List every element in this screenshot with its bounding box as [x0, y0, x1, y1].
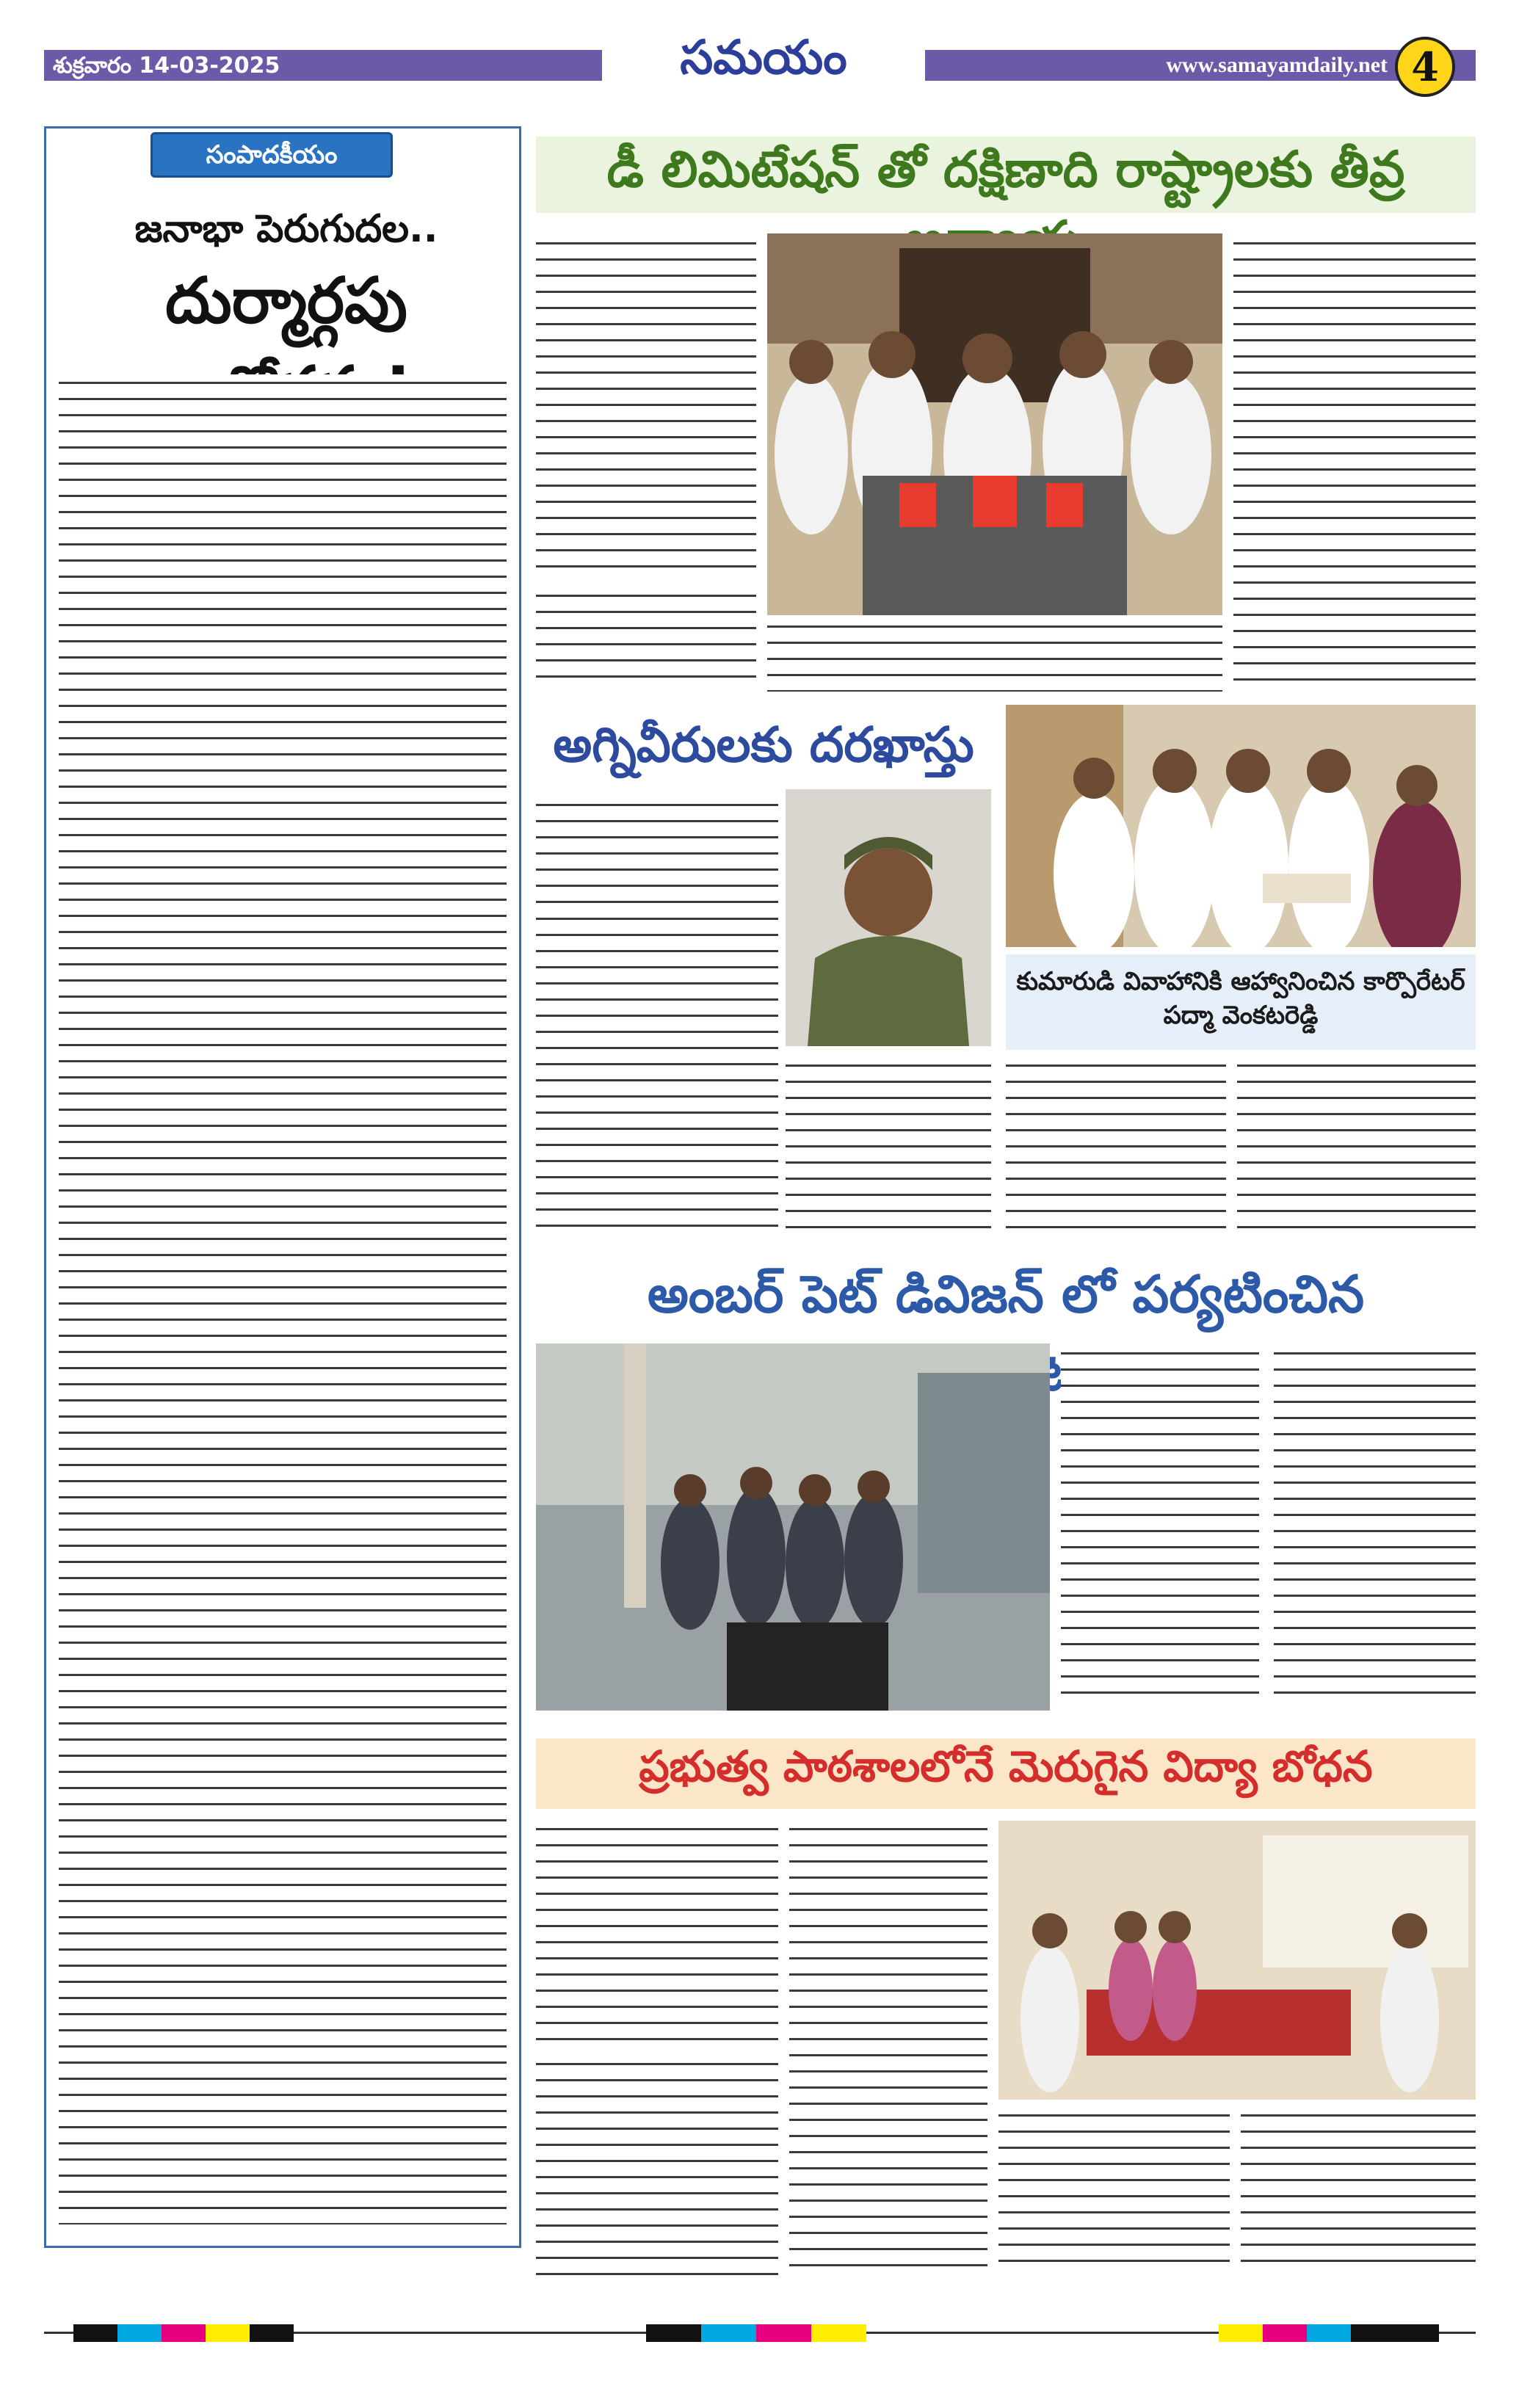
agniveer-body-col-2	[786, 1057, 991, 1233]
website-url[interactable]: www.samayamdaily.net	[1166, 53, 1388, 77]
delimitation-body-col-3	[1233, 235, 1476, 690]
editorial-body-text	[59, 374, 507, 2224]
kumarudi-headline: కుమారుడి వివాహానికి ఆహ్వానించిన కార్పొరేటర్ పద్మా వెంకటరెడ్డి	[1006, 954, 1476, 1050]
school-body-col-3	[998, 2107, 1230, 2276]
amberpet-street-photo	[536, 1343, 1050, 1711]
soldier-illustration	[786, 789, 991, 1046]
editorial-headline-line-2: దుర్మార్గపు	[165, 264, 407, 338]
amberpet-byline	[1061, 1345, 1259, 1697]
invitation-illustration	[1006, 705, 1476, 947]
agniveer-byline	[536, 797, 778, 907]
agniveer-soldier-photo	[786, 789, 991, 1046]
page-number-badge: 4	[1395, 37, 1455, 97]
kumarudi-invitation-photo	[1006, 705, 1476, 947]
group-photo-illustration	[767, 233, 1222, 615]
school-function-photo	[998, 1821, 1476, 2100]
delimitation-headline: డీ లిమిటేషన్ తో దక్షిణాది రాష్ట్రాలకు తీవ్ర	[606, 141, 1405, 199]
delimitation-byline	[536, 235, 756, 580]
amberpet-headline: అంబర్ పెట్ డివిజన్ లో పర్యటించిన	[647, 1264, 1365, 1324]
kumarudi-byline	[1006, 1057, 1226, 1241]
school-body-col-4	[1241, 2107, 1476, 2276]
editorial-tag: సంపాదకీయం	[151, 132, 393, 178]
school-body-col-2	[789, 1821, 987, 2276]
delimitation-photo-caption	[767, 618, 1222, 692]
delimitation-headline-band	[536, 137, 1476, 213]
agniveer-body-col-1	[536, 910, 778, 1233]
street-visit-illustration	[536, 1343, 1050, 1711]
school-headline: ప్రభుత్వ పాఠశాలలోనే మెరుగైన విద్యా బోధన	[639, 1741, 1373, 1791]
issue-date: శుక్రవారం 14-03-2025	[53, 53, 280, 79]
delimitation-press-photo	[767, 233, 1222, 615]
registration-swatch-right	[1219, 2324, 1439, 2342]
amberpet-body	[1274, 1345, 1476, 1697]
school-headline-band	[536, 1738, 1476, 1809]
print-registration-strip	[44, 2313, 1476, 2357]
school-byline	[536, 1821, 778, 2048]
agniveer-headline: అగ్నివీరులకు దరఖాస్తు	[553, 717, 974, 773]
registration-swatch-center	[646, 2324, 866, 2342]
editorial-headline-line-1: జనాభా పెరుగుదల..	[134, 207, 438, 251]
school-body-col-1	[536, 2056, 778, 2276]
paper-logo: సమయం	[680, 30, 847, 85]
school-event-illustration	[998, 1821, 1476, 2100]
registration-swatch-left	[73, 2324, 294, 2342]
kumarudi-body	[1237, 1057, 1476, 1241]
delimitation-body-col-1	[536, 587, 756, 683]
